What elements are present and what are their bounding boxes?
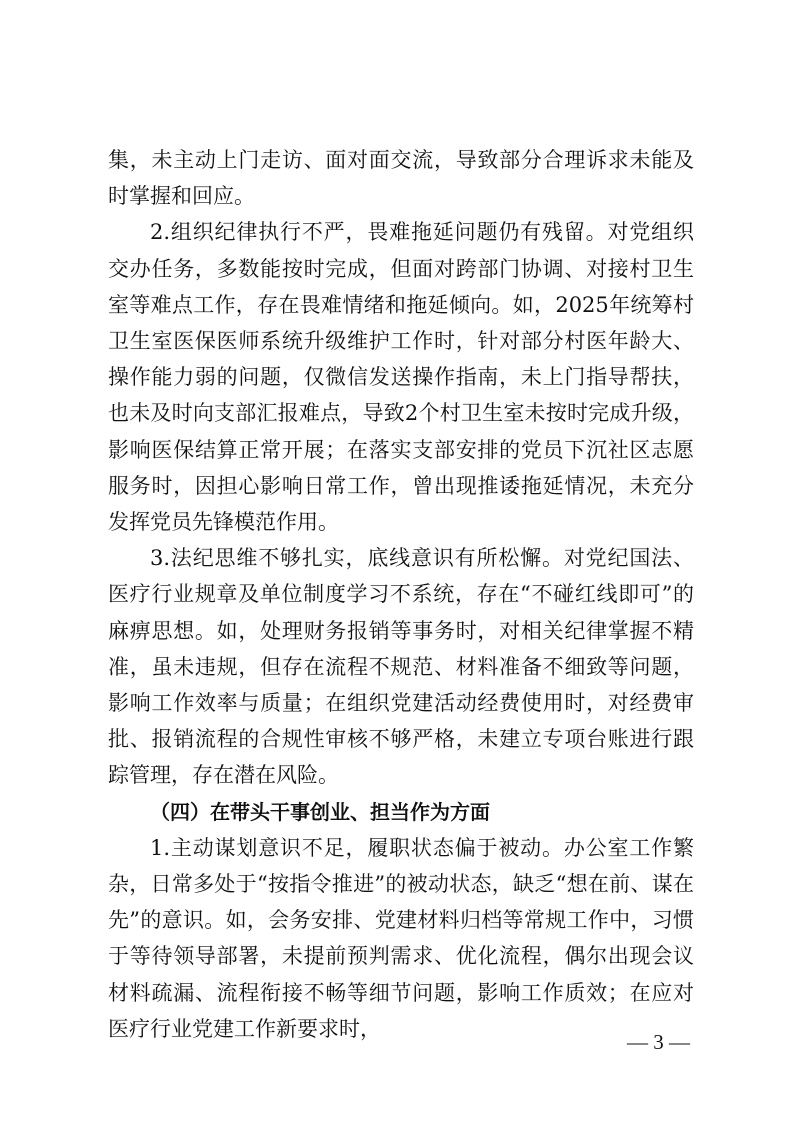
paragraph-item-3: 3.法纪思维不够扎实，底线意识有所松懈。对党纪国法、医疗行业规章及单位制度学习不系统，存在“不碰红线即可”的麻痹思想。如，处理财务报销等事务时，对相关纪律掌握不精准，虽未违规，但存在流程不规范、材料准备不细致等问题，影响工作效率与质量；在组织党建活动经费使用时，对经费审批、报销流程的合规性审核不够严格，未建立专项台账进行跟踪管理，存在潜在风险。 <box>108 546 694 788</box>
paragraph-continuation: 集，未主动上门走访、面对面交流，导致部分合理诉求未能及时掌握和回应。 <box>108 148 694 209</box>
page-number: — 3 — <box>627 1030 690 1054</box>
paragraph-item-2: 2.组织纪律执行不严，畏难拖延问题仍有残留。对党组织交办任务，多数能按时完成，但面对跨部门协调、对接村卫生室等难点工作，存在畏难情绪和拖延倾向。如，2025年统筹村卫生室医保医师系统升级维护工作时，针对部分村医年龄大、操作能力弱的问题，仅微信发送操作指南，未上门指导帮扶，也未及时向支部汇报难点，导致2个村卫生室未按时完成升级，影响医保结算正常开展；在落实支部安排的党员下沉社区志愿服务时，因担心影响日常工作，曾出现推诿拖延情况，未充分发挥党员先锋模范作用。 <box>108 220 694 535</box>
document-body <box>108 142 694 1047</box>
paragraph-item-1: 1.主动谋划意识不足，履职状态偏于被动。办公室工作繁杂，日常多处于“按指令推进”的被动状态，缺乏“想在前、谋在先”的意识。如，会务安排、党建材料归档等常规工作中，习惯于等待领导部署，未提前预判需求、优化流程，偶尔出现会议材料疏漏、流程衔接不畅等细节问题，影响工作质效；在应对医疗行业党建工作新要求时， <box>108 835 694 1041</box>
section-heading: （四）在带头干事创业、担当作为方面 <box>150 799 490 824</box>
